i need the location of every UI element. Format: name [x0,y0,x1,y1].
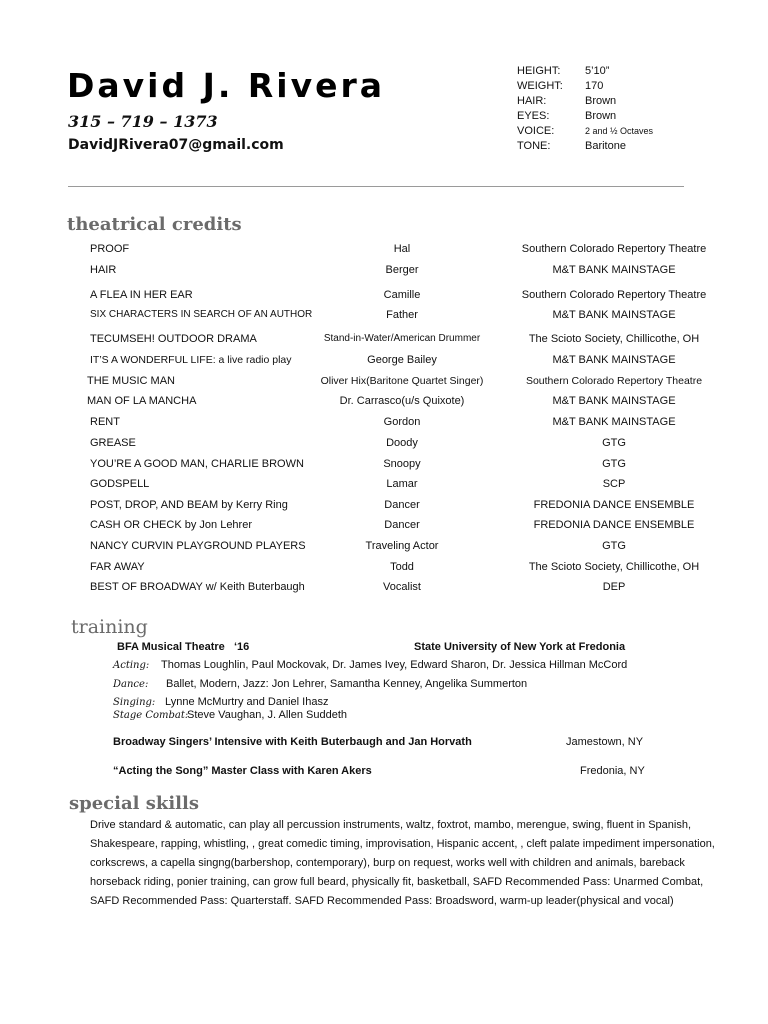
stat-label: EYES: [517,110,550,122]
training-heading: training [71,616,148,638]
credit-row [0,537,768,555]
credit-title: GREASE [90,437,136,449]
phone-number: 315 – 719 – 1373 [68,112,218,131]
actor-name: David J. Rivera [67,66,386,105]
credit-role: Camille [383,289,421,301]
credit-title: PROOF [90,243,130,255]
credit-title: NANCY CURVIN PLAYGROUND PLAYERS [90,540,306,552]
credit-venue: SCP [602,478,626,490]
credit-row [0,413,768,431]
training-label: Acting: [113,660,150,671]
credit-title: MAN OF LA MANCHA [87,395,197,407]
stat-value: Brown [585,95,617,107]
credit-row [0,434,768,452]
credit-venue: DEP [602,581,626,593]
credit-venue: GTG [602,458,626,470]
credit-title: THE MUSIC MAN [87,375,175,387]
credit-title: RENT [90,416,120,428]
credit-role: Snoopy [383,458,421,470]
training-text: Lynne McMurtry and Daniel Ihasz [165,696,329,708]
credit-title: FAR AWAY [90,561,145,573]
credit-role: Oliver Hix(Baritone Quartet Singer) [320,375,484,387]
credit-role: Traveling Actor [365,540,439,552]
workshop-location: Jamestown, NY [566,736,644,748]
stat-value: 2 and ½ Octaves [585,126,654,136]
skills-paragraph: Drive standard & automatic, can play all percussion instruments, waltz, foxtrot, mambo, merengue, swing, fluent in Spanish, Shakespeare, rapping, whistling, , great comedic timing, improvisation, Hispanic accent, , cleft palate impediment impersonation, corkscrews, a capella singng(barbershop, contemporary), burp on request, works well with children and animals, bareback horseback riding, ponier training, can grow full beard, physically fit, basketball, SAFD Recommended Pass: Unarmed Combat, SAFD Recommended Pass: Quarterstaff. SAFD Recommended Pass: Broadsword, warm-up leader(physical and vocal) [90,819,715,907]
credit-row [0,306,768,324]
training-label: Singing: [113,697,156,708]
credit-venue: GTG [602,540,626,552]
stat-label: TONE: [517,140,551,152]
training-text: Steve Vaughan, J. Allen Suddeth [187,709,348,721]
stat-value: 5’10” [585,65,610,77]
credit-venue: M&T BANK MAINSTAGE [552,264,676,276]
workshop-name: “Acting the Song” Master Class with Karen Akers [113,765,372,777]
credit-venue: M&T BANK MAINSTAGE [552,309,676,321]
training-text: Thomas Loughlin, Paul Mockovak, Dr. James Ivey, Edward Sharon, Dr. Jessica Hillman McCord [161,659,628,671]
credit-role: Father [386,309,418,321]
credit-venue: The Scioto Society, Chillicothe, OH [528,333,700,345]
credit-row [0,286,768,304]
credit-role: Berger [385,264,419,276]
credit-title: YOU’RE A GOOD MAN, CHARLIE BROWN [90,458,304,470]
credit-role: Gordon [383,416,421,428]
degree-school: State University of New York at Fredonia [414,641,626,653]
credit-title: HAIR [90,264,117,276]
credit-role: George Bailey [367,354,437,366]
credit-venue: Southern Colorado Repertory Theatre [525,375,703,387]
credit-role: Dancer [384,519,420,531]
credit-title: IT’S A WONDERFUL LIFE: a live radio play [90,354,292,366]
credit-venue: Southern Colorado Repertory Theatre [521,289,707,301]
workshop-location: Fredonia, NY [580,765,645,777]
credit-title: SIX CHARACTERS IN SEARCH OF AN AUTHOR [90,309,313,320]
credit-role: Stand-in-Water/American Drummer [323,333,481,344]
workshop-name: Broadway Singers’ Intensive with Keith Buterbaugh and Jan Horvath [113,736,472,748]
credit-title: GODSPELL [90,478,150,490]
credit-row [0,516,768,534]
credit-title: BEST OF BROADWAY w/ Keith Buterbaugh [90,581,305,593]
training-line [113,696,328,708]
skills-heading: special skills [69,793,199,814]
credit-row [0,392,768,410]
credit-venue: The Scioto Society, Chillicothe, OH [528,561,700,573]
stat-value: Baritone [585,140,626,152]
stat-label: VOICE: [517,125,555,137]
stat-label: HAIR: [517,95,547,107]
credit-row [0,240,768,258]
training-line [113,659,627,671]
credit-role: Todd [390,561,414,573]
credit-role: Vocalist [383,581,421,593]
credit-role: Lamar [386,478,418,490]
stat-label: WEIGHT: [517,80,563,92]
credit-title: A FLEA IN HER EAR [90,289,193,301]
credit-role: Doody [386,437,418,449]
credit-venue: GTG [602,437,626,449]
stat-value: Brown [585,110,617,122]
credit-role: Dr. Carrasco(u/s Quixote) [339,395,465,407]
credit-row [0,455,768,473]
credit-title: CASH OR CHECK by Jon Lehrer [90,519,252,531]
credits-heading: theatrical credits [67,214,242,235]
stat-label: HEIGHT: [517,65,561,77]
credit-venue: M&T BANK MAINSTAGE [552,416,676,428]
training-label: Dance: [113,679,149,690]
credit-title: POST, DROP, AND BEAM by Kerry Ring [90,499,288,511]
stat-value: 170 [585,80,604,92]
degree-title: BFA Musical Theatre ‘16 [117,641,250,653]
training-line [113,678,527,690]
credit-row [0,475,768,493]
credit-venue: FREDONIA DANCE ENSEMBLE [533,499,695,511]
training-label: Stage Combat: [113,710,189,721]
credit-title: TECUMSEH! OUTDOOR DRAMA [90,333,257,345]
credit-row [0,578,768,596]
training-line [113,709,347,721]
credit-venue: FREDONIA DANCE ENSEMBLE [533,519,695,531]
credit-role: Dancer [384,499,420,511]
credit-row [0,372,768,390]
credit-row [0,351,768,369]
credit-row [0,558,768,576]
credit-venue: Southern Colorado Repertory Theatre [521,243,707,255]
credit-role: Hal [393,243,411,255]
credit-venue: M&T BANK MAINSTAGE [552,354,676,366]
credit-row [0,261,768,279]
credit-row [0,330,768,348]
credit-venue: M&T BANK MAINSTAGE [552,395,676,407]
credit-row [0,496,768,514]
training-text: Ballet, Modern, Jazz: Jon Lehrer, Samantha Kenney, Angelika Summerton [166,678,528,690]
email-address[interactable]: DavidJRivera07@gmail.com [68,137,284,153]
